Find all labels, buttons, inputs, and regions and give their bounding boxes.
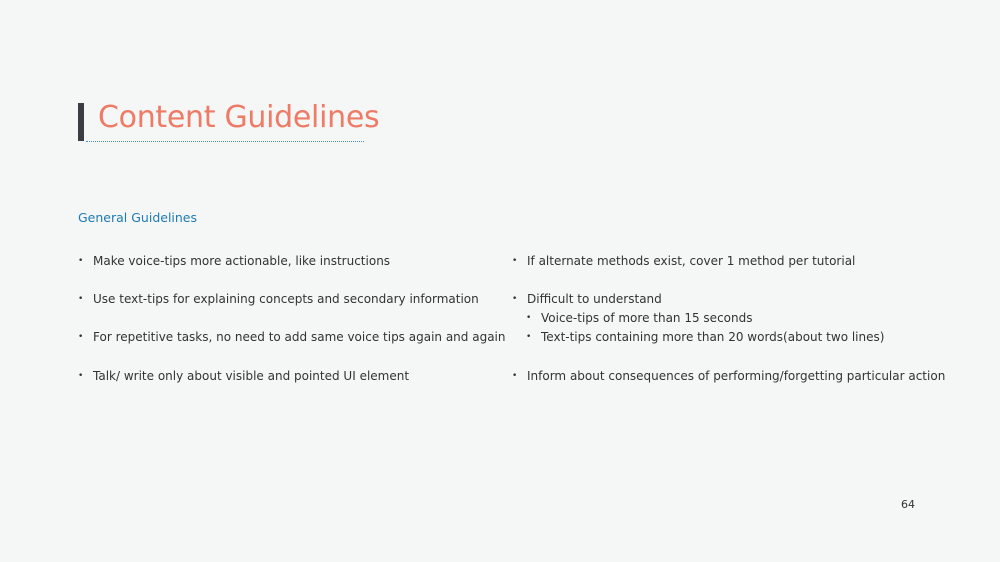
- slide-title: Content Guidelines: [98, 100, 380, 135]
- title-dotted-underline: [86, 141, 364, 142]
- section-heading: General Guidelines: [78, 210, 198, 225]
- slide-title-block: [78, 100, 380, 143]
- bullet-icon: •: [512, 371, 518, 381]
- bullet-icon: •: [526, 332, 532, 342]
- bullet-icon: •: [512, 294, 518, 304]
- list-item-text: Use text-tips for explaining concepts and secondary information: [93, 292, 479, 306]
- bullet-icon: •: [78, 332, 84, 342]
- sub-list-item-text: Text-tips containing more than 20 words(about two lines): [541, 330, 885, 344]
- list-item-text: If alternate methods exist, cover 1 method per tutorial: [527, 254, 856, 268]
- list-item-text: Inform about consequences of performing/forgetting particular action: [527, 369, 946, 383]
- list-item-text: Make voice-tips more actionable, like instructions: [93, 254, 391, 268]
- sub-list-item-text: Voice-tips of more than 15 seconds: [541, 311, 753, 325]
- title-accent-bar: [78, 103, 84, 141]
- page-number: 64: [901, 498, 915, 511]
- bullet-icon: •: [78, 371, 84, 381]
- bullet-icon: •: [78, 294, 84, 304]
- bullet-icon: •: [526, 313, 532, 323]
- bullet-icon: •: [78, 256, 84, 266]
- list-item-text: For repetitive tasks, no need to add same voice tips again and again: [93, 330, 506, 344]
- bullet-icon: •: [512, 256, 518, 266]
- list-item-text: Talk/ write only about visible and pointed UI element: [93, 369, 410, 383]
- list-item-text: Difficult to understand: [527, 292, 662, 306]
